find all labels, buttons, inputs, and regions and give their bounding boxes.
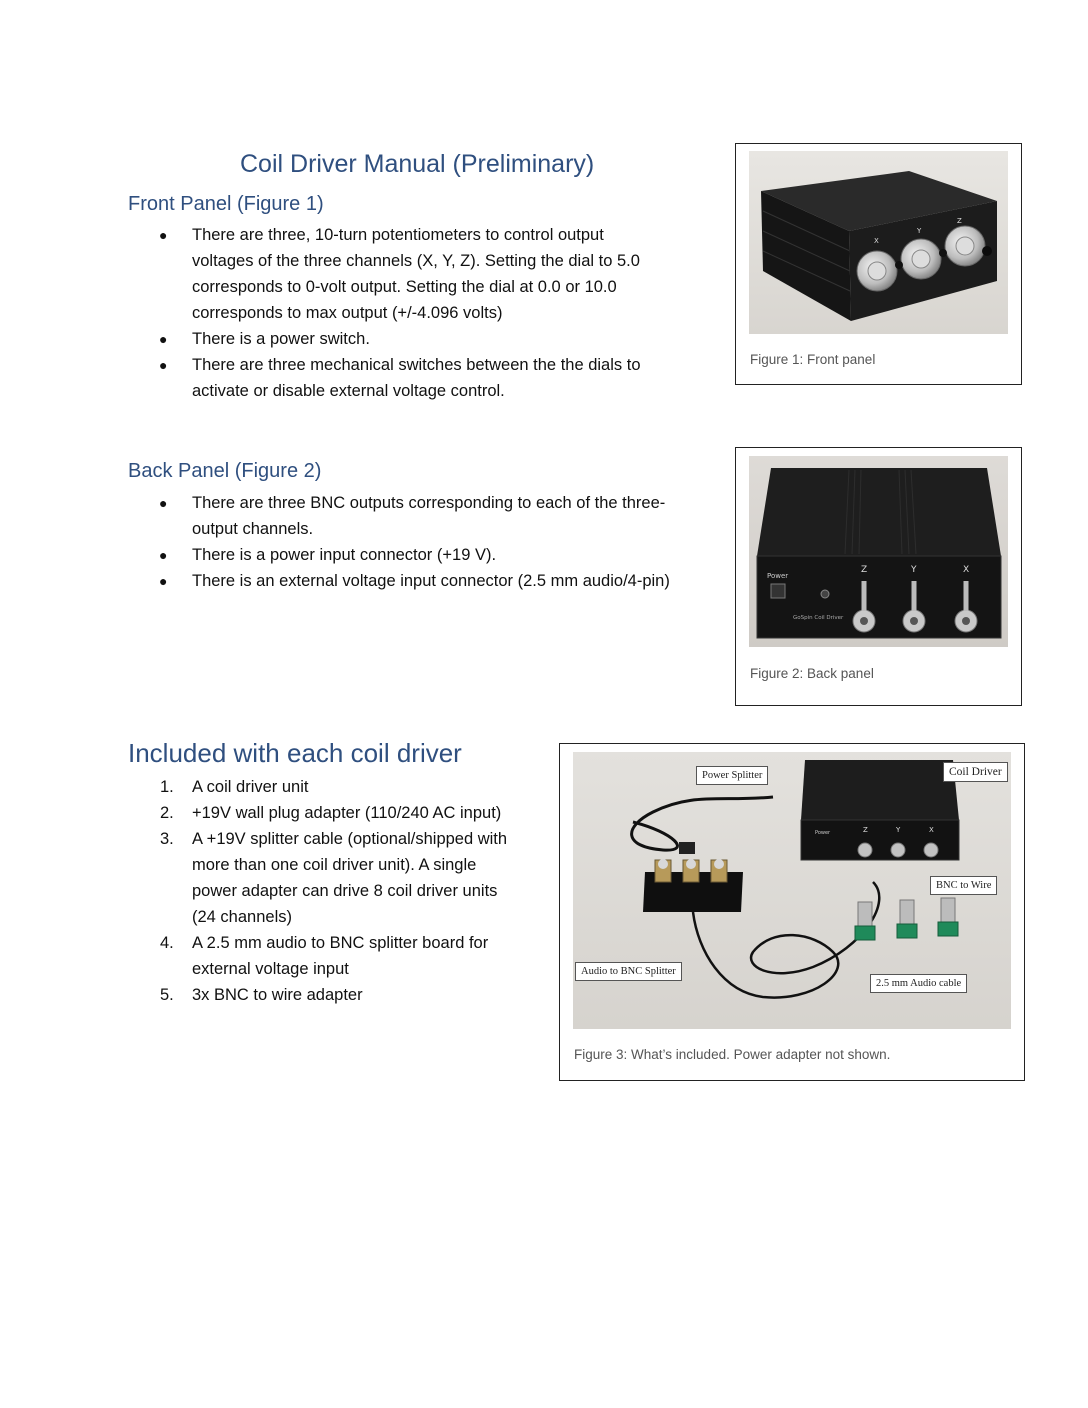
included-item (128, 826, 558, 930)
back-panel-photo (749, 456, 1008, 647)
bullet-icon: ● (159, 227, 168, 243)
included-item (128, 774, 558, 800)
bullet-line: There is a power input connector (+19 V). (192, 546, 497, 564)
back-panel-bullet-list (128, 490, 728, 594)
label-audio-splitter: Audio to BNC Splitter (575, 962, 682, 981)
item-number: 3. (160, 830, 174, 848)
bullet-icon: ● (159, 573, 168, 589)
item-line: power adapter can drive 8 coil driver units (192, 882, 498, 900)
bullet-line: There is a power switch. (192, 330, 370, 348)
dial-label-y: Y (917, 227, 922, 235)
fig3-bnc-label-z: Z (863, 826, 868, 834)
fig3-bnc-label-y: Y (896, 826, 901, 834)
back-bullet-item (128, 542, 728, 568)
fig3-panel-power: Power (815, 830, 831, 836)
bullet-line: There are three mechanical switches between the the dials to (192, 356, 641, 374)
front-bullet-item (128, 352, 728, 404)
item-number: 1. (160, 778, 174, 796)
item-line: A +19V splitter cable (optional/shipped with (192, 830, 508, 848)
figure-3-caption: Figure 3: What’s included. Power adapter not shown. (574, 1047, 891, 1062)
figure-1-caption: Figure 1: Front panel (750, 352, 876, 367)
panel-brand-text: GoSpin Coil Driver (793, 615, 844, 621)
label-power-splitter: Power Splitter (696, 766, 768, 785)
bnc-label-z: Z (861, 565, 868, 575)
included-items-photo (573, 752, 1011, 1029)
bnc-label-x: X (963, 565, 970, 575)
included-heading: Included with each coil driver (128, 738, 462, 768)
figure-3-box (559, 743, 1025, 1081)
front-panel-heading: Front Panel (Figure 1) (128, 193, 324, 215)
bullet-line: There are three, 10-turn potentiometers to control output (192, 226, 604, 244)
back-bullet-item (128, 568, 728, 594)
item-line: 3x BNC to wire adapter (192, 986, 363, 1004)
page-title: Coil Driver Manual (Preliminary) (240, 150, 595, 178)
front-panel-photo (749, 151, 1008, 334)
fig3-bnc-label-x: X (929, 826, 934, 834)
dial-label-x: X (874, 237, 879, 245)
included-list (128, 774, 558, 1008)
front-bullet-item (128, 222, 728, 326)
figure-2-caption: Figure 2: Back panel (750, 666, 874, 681)
bullet-line: voltages of the three channels (X, Y, Z). Setting the dial to 5.0 (192, 252, 640, 270)
figure-2-box (735, 447, 1022, 706)
included-item (128, 800, 558, 826)
label-bnc-to-wire: BNC to Wire (930, 876, 997, 895)
back-panel-heading: Back Panel (Figure 2) (128, 460, 322, 482)
bullet-line: There is an external voltage input connector (2.5 mm audio/4-pin) (192, 572, 670, 590)
label-coil-driver: Coil Driver (943, 762, 1008, 782)
bullet-line: corresponds to 0-volt output. Setting the dial at 0.0 or 10.0 (192, 278, 617, 296)
bullet-line: activate or disable external voltage control. (192, 382, 505, 400)
front-bullet-item (128, 326, 728, 352)
panel-power-text: Power (767, 572, 789, 580)
bullet-line: There are three BNC outputs corresponding to each of the three- (192, 494, 666, 512)
bullet-icon: ● (159, 331, 168, 347)
back-bullet-item (128, 490, 728, 542)
item-number: 4. (160, 934, 174, 952)
figure-1-box (735, 143, 1022, 385)
bnc-label-y: Y (911, 565, 917, 575)
front-panel-bullet-list (128, 222, 728, 404)
item-line: more than one coil driver unit). A single (192, 856, 477, 874)
bullet-icon: ● (159, 357, 168, 373)
label-audio-cable: 2.5 mm Audio cable (870, 974, 967, 993)
bullet-icon: ● (159, 547, 168, 563)
bullet-line: corresponds to max output (+/-4.096 volts) (192, 304, 503, 322)
item-line: +19V wall plug adapter (110/240 AC input) (192, 804, 502, 822)
item-number: 2. (160, 804, 174, 822)
item-line: (24 channels) (192, 908, 292, 926)
included-item (128, 982, 558, 1008)
bullet-icon: ● (159, 495, 168, 511)
item-line: external voltage input (192, 960, 349, 978)
bullet-line: output channels. (192, 520, 314, 538)
dial-label-z: Z (957, 217, 962, 225)
item-line: A coil driver unit (192, 778, 309, 796)
item-line: A 2.5 mm audio to BNC splitter board for (192, 934, 489, 952)
included-item (128, 930, 558, 982)
item-number: 5. (160, 986, 174, 1004)
